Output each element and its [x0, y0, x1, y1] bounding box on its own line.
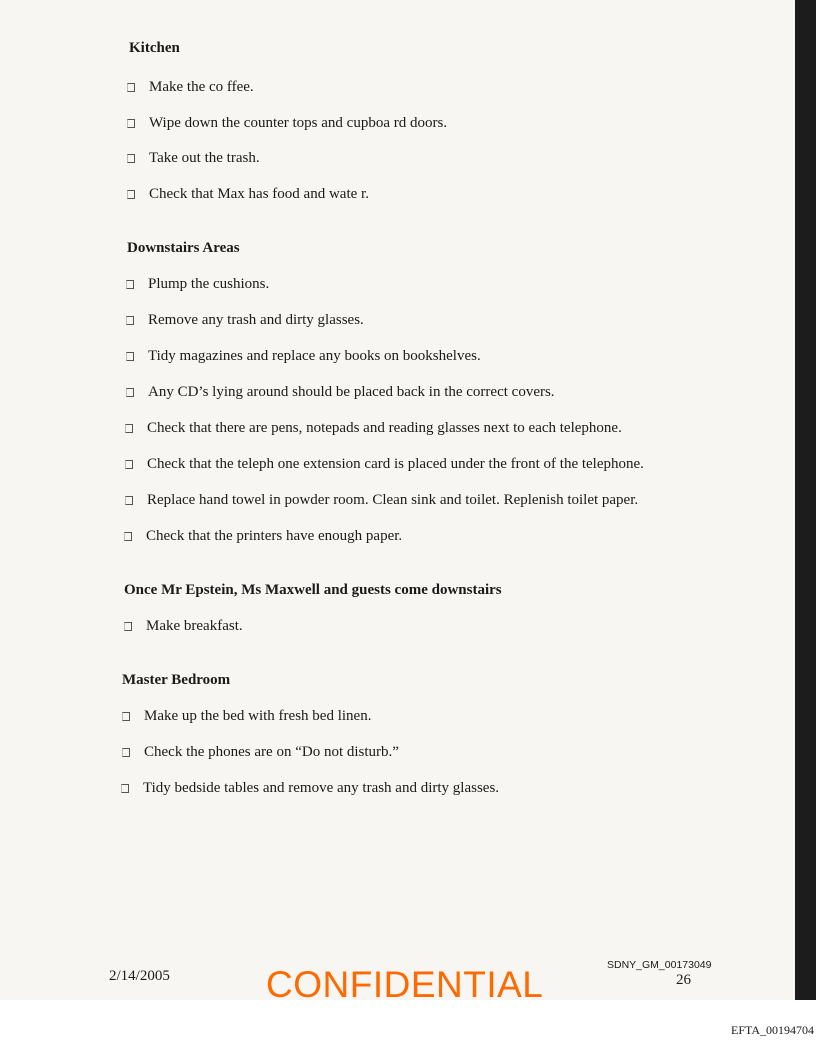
checkbox-icon	[125, 424, 133, 433]
scan-edge-bar	[795, 0, 816, 1000]
checklist-item: Make breakfast.	[124, 618, 243, 635]
section-heading-downstairs: Downstairs Areas	[127, 240, 240, 256]
page-number: 26	[676, 972, 691, 988]
checklist-item: Make up the bed with fresh bed linen.	[122, 708, 371, 725]
checkbox-icon	[122, 712, 130, 721]
checklist-item: Any CD’s lying around should be placed back in the correct covers.	[126, 384, 555, 401]
checklist-item: Check the phones are on “Do not disturb.”	[122, 744, 399, 761]
checkbox-icon	[125, 460, 133, 469]
checkbox-icon	[127, 154, 135, 163]
checkbox-icon	[126, 388, 134, 397]
checkbox-icon	[124, 622, 132, 631]
checkbox-icon	[127, 190, 135, 199]
checklist-item: Check that Max has food and wate r.	[127, 186, 369, 203]
checkbox-icon	[125, 496, 133, 505]
checkbox-icon	[126, 316, 134, 325]
checklist-item: Wipe down the counter tops and cupboa rd doors.	[127, 115, 447, 132]
checkbox-icon	[122, 748, 130, 757]
checklist-item: Take out the trash.	[127, 150, 260, 167]
section-heading-master-bedroom: Master Bedroom	[122, 672, 231, 688]
checklist-item: Check that the printers have enough paper.	[124, 528, 402, 545]
bates-number: SDNY_GM_00173049	[607, 959, 712, 971]
checklist-item: Make the co ffee.	[127, 79, 254, 96]
checkbox-icon	[127, 119, 135, 128]
section-heading-kitchen: Kitchen	[129, 40, 180, 56]
efta-number: EFTA_00194704	[731, 1023, 815, 1037]
checklist-item: Check that there are pens, notepads and reading glasses next to each telephone.	[125, 420, 622, 437]
section-heading-guests: Once Mr Epstein, Ms Maxwell and guests come downstairs	[124, 582, 502, 598]
checklist-item: Replace hand towel in powder room. Clean sink and toilet. Replenish toilet paper.	[125, 492, 638, 509]
checkbox-icon	[126, 280, 134, 289]
checkbox-icon	[121, 784, 129, 793]
checklist-item: Check that the teleph one extension card is placed under the front of the telephone.	[125, 456, 644, 473]
checklist-item: Tidy bedside tables and remove any trash and dirty glasses.	[121, 780, 499, 797]
checkbox-icon	[127, 83, 135, 92]
checklist-item: Plump the cushions.	[126, 276, 269, 293]
checkbox-icon	[124, 532, 132, 541]
document-date: 2/14/2005	[109, 968, 170, 984]
checkbox-icon	[126, 352, 134, 361]
checklist-item: Remove any trash and dirty glasses.	[126, 312, 364, 329]
checklist-item: Tidy magazines and replace any books on bookshelves.	[126, 348, 481, 365]
confidential-stamp: CONFIDENTIAL	[266, 964, 544, 1005]
